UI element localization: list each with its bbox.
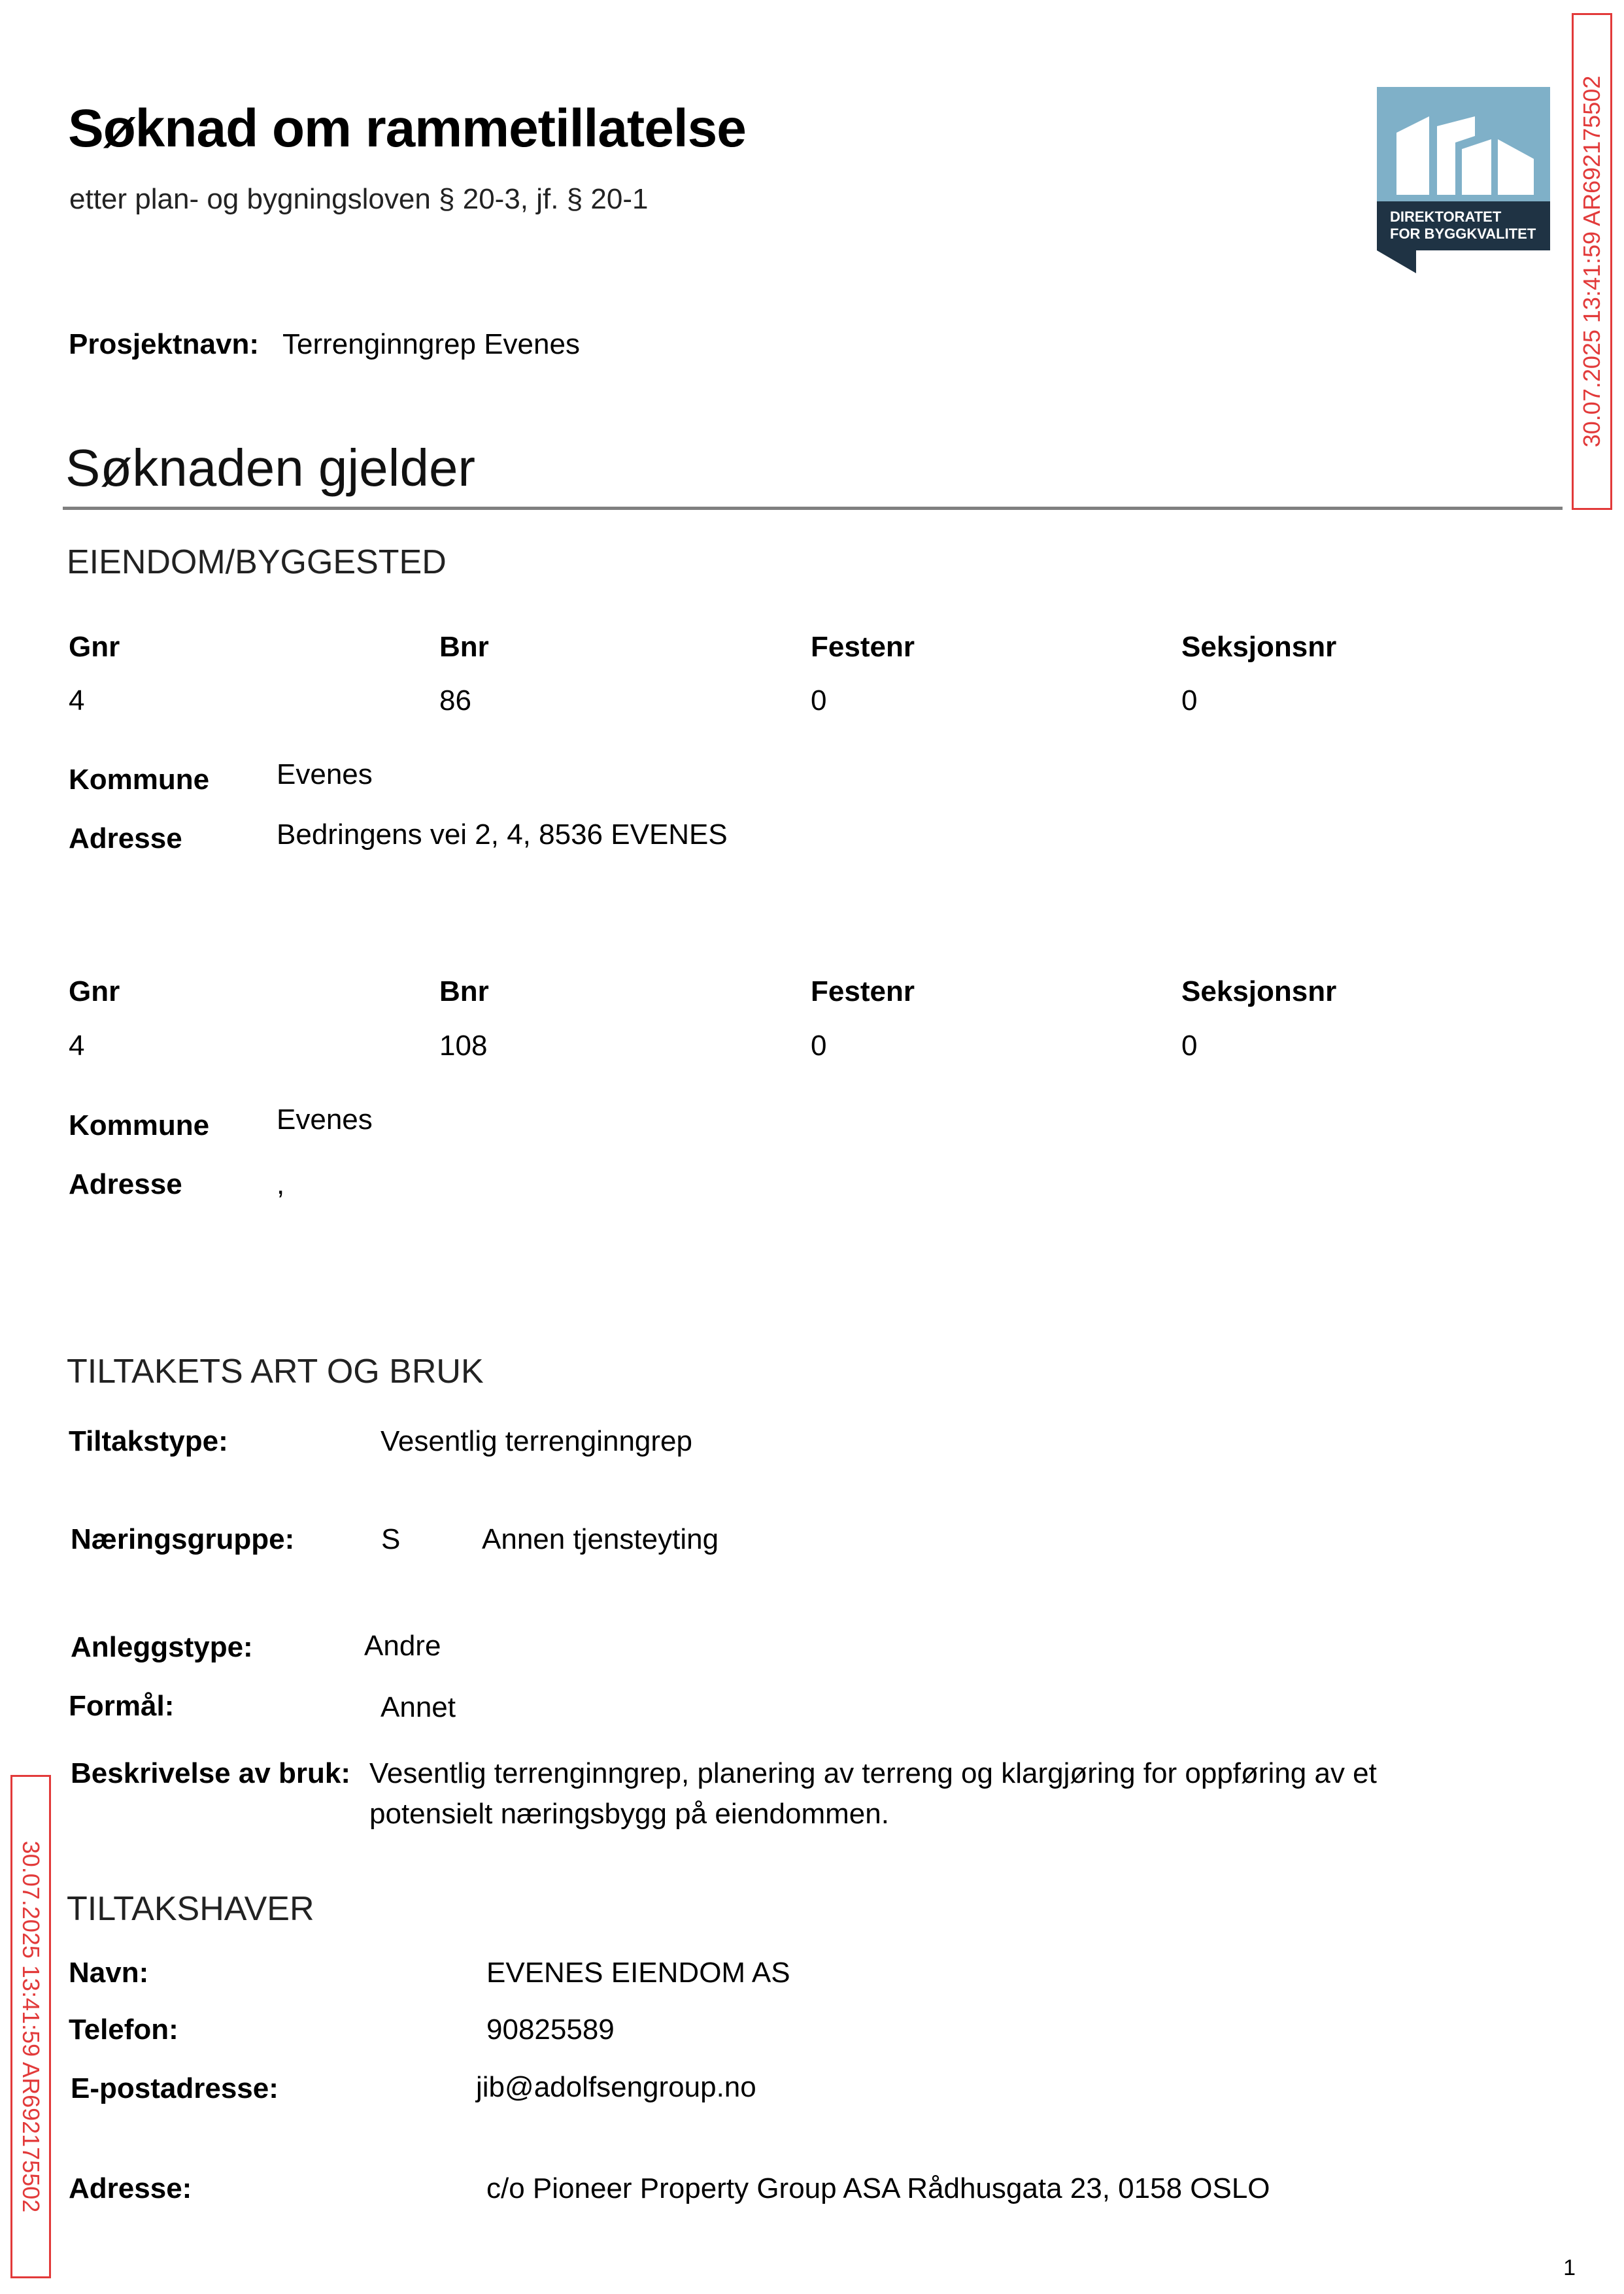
telefon-value: 90825589 xyxy=(486,2014,615,2046)
col-bnr-1: Bnr xyxy=(439,631,489,663)
tiltakstype-value: Vesentlig terrenginngrep xyxy=(381,1425,692,1457)
dibk-logo-icon xyxy=(1377,87,1550,277)
section-divider xyxy=(63,507,1563,510)
adresse-label-2: Adresse xyxy=(69,1168,182,1200)
project-name-value: Terrenginngrep Evenes xyxy=(282,328,580,360)
festenr-value-1: 0 xyxy=(811,684,827,717)
epost-value: jib@adolfsengroup.no xyxy=(476,2071,756,2103)
col-seksjonsnr-2: Seksjonsnr xyxy=(1181,975,1337,1007)
navn-value: EVENES EIENDOM AS xyxy=(486,1957,790,1989)
logo-text-line2: FOR BYGGKVALITET xyxy=(1390,226,1536,242)
timestamp-stamp-right xyxy=(1572,13,1612,510)
tiltakstype-label: Tiltakstype: xyxy=(69,1425,228,1457)
tiltakshaver-heading: TILTAKSHAVER xyxy=(67,1890,314,1928)
kommune-label-2: Kommune xyxy=(69,1109,210,1141)
anleggstype-value: Andre xyxy=(364,1630,441,1662)
gnr-value-1: 4 xyxy=(69,684,85,717)
document-title: Søknad om rammetillatelse xyxy=(68,99,746,158)
naeringsgruppe-code: S xyxy=(381,1523,401,1555)
festenr-value-2: 0 xyxy=(811,1030,827,1062)
col-seksjonsnr-1: Seksjonsnr xyxy=(1181,631,1337,663)
dibk-logo xyxy=(1377,87,1550,250)
tiltak-heading: TILTAKETS ART OG BRUK xyxy=(67,1353,484,1391)
kommune-label-1: Kommune xyxy=(69,764,210,796)
adresse-value-1: Bedringens vei 2, 4, 8536 EVENES xyxy=(277,818,728,851)
gnr-value-2: 4 xyxy=(69,1030,85,1062)
timestamp-stamp-left-text: 30.07.2025 13:41:59 AR692175502 xyxy=(18,1840,44,2213)
beskrivelse-line1: Vesentlig terrenginngrep, planering av terreng og klargjøring for oppføring av et xyxy=(369,1757,1377,1789)
section-title: Søknaden gjelder xyxy=(65,439,476,497)
seksjonsnr-value-2: 0 xyxy=(1181,1030,1198,1062)
col-festenr-1: Festenr xyxy=(811,631,915,663)
col-festenr-2: Festenr xyxy=(811,975,915,1007)
formal-value: Annet xyxy=(381,1691,456,1723)
naeringsgruppe-value: Annen tjensteyting xyxy=(482,1523,719,1555)
anleggstype-label: Anleggstype: xyxy=(71,1631,253,1663)
tiltakshaver-adresse-value: c/o Pioneer Property Group ASA Rådhusgata 23, 0158 OSLO xyxy=(486,2172,1270,2204)
tiltakshaver-adresse-label: Adresse: xyxy=(69,2172,192,2204)
formal-label: Formål: xyxy=(69,1690,175,1722)
col-bnr-2: Bnr xyxy=(439,975,489,1007)
timestamp-stamp-left xyxy=(10,1775,51,2278)
property-heading: EIENDOM/BYGGESTED xyxy=(67,543,447,581)
col-gnr-1: Gnr xyxy=(69,631,120,663)
adresse-label-1: Adresse xyxy=(69,822,182,854)
navn-label: Navn: xyxy=(69,1957,149,1989)
project-name-label: Prosjektnavn: xyxy=(69,328,259,360)
seksjonsnr-value-1: 0 xyxy=(1181,684,1198,717)
timestamp-stamp-right-text: 30.07.2025 13:41:59 AR692175502 xyxy=(1578,75,1605,448)
kommune-value-1: Evenes xyxy=(277,758,373,790)
beskrivelse-label: Beskrivelse av bruk: xyxy=(71,1757,351,1789)
bnr-value-1: 86 xyxy=(439,684,471,717)
naeringsgruppe-label: Næringsgruppe: xyxy=(71,1523,295,1555)
document-subtitle: etter plan- og bygningsloven § 20-3, jf. § 20-1 xyxy=(69,183,649,215)
kommune-value-2: Evenes xyxy=(277,1104,373,1136)
logo-text-line1: DIREKTORATET xyxy=(1390,209,1502,225)
beskrivelse-line2: potensielt næringsbygg på eiendommen. xyxy=(369,1798,889,1830)
page-number: 1 xyxy=(1563,2255,1576,2280)
bnr-value-2: 108 xyxy=(439,1030,488,1062)
epost-label: E-postadresse: xyxy=(71,2072,279,2104)
col-gnr-2: Gnr xyxy=(69,975,120,1007)
telefon-label: Telefon: xyxy=(69,2014,178,2046)
adresse-value-2: , xyxy=(277,1168,285,1200)
